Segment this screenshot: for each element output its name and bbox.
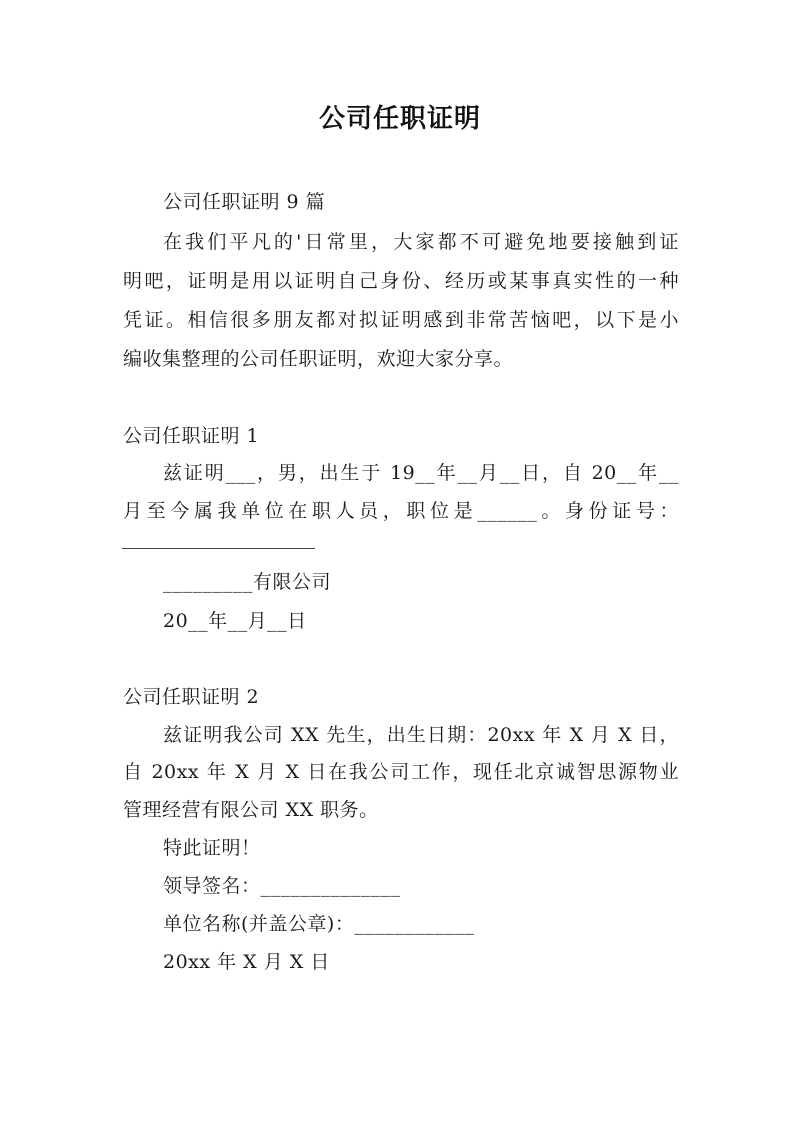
section1-line-1: 兹证明___，男，出生于 19__年__月__日，自 20__年__: [163, 462, 679, 484]
intro-line-2: 明吧，证明是用以证明自己身份、经历或某事真实性的一种: [123, 270, 679, 292]
section2-date: 20xx 年 X 月 X 日: [163, 951, 330, 973]
id-number-blank-line: [122, 548, 315, 549]
intro-line-3: 凭证。相信很多朋友都对拟证明感到非常苦恼吧，以下是小: [123, 309, 679, 331]
section1-company: _________有限公司: [163, 571, 332, 593]
intro-line-4: 编收集整理的公司任职证明，欢迎大家分享。: [123, 348, 514, 370]
document-title: 公司任职证明: [318, 104, 481, 134]
section2-leader-signature: 领导签名：______________: [163, 875, 401, 897]
section2-unit-name: 单位名称(并盖公章)：____________: [163, 913, 475, 935]
section1-heading: 公司任职证明 1: [123, 425, 260, 447]
section2-line-2: 自 20xx 年 X 月 X 日在我公司工作，现任北京诚智思源物业: [123, 761, 679, 783]
section2-line-3: 管理经营有限公司 XX 职务。: [123, 799, 379, 821]
section1-date: 20__年__月__日: [163, 610, 307, 632]
section1-line-2: 月至今属我单位在职人员，职位是______。身份证号：: [123, 500, 679, 522]
intro-heading: 公司任职证明 9 篇: [163, 191, 326, 213]
intro-line-1: 在我们平凡的'日常里，大家都不可避免地要接触到证: [163, 231, 679, 253]
section2-special: 特此证明！: [163, 837, 261, 859]
section2-heading: 公司任职证明 2: [123, 686, 260, 708]
section2-line-1: 兹证明我公司 XX 先生，出生日期：20xx 年 X 月 X 日，: [163, 724, 679, 746]
